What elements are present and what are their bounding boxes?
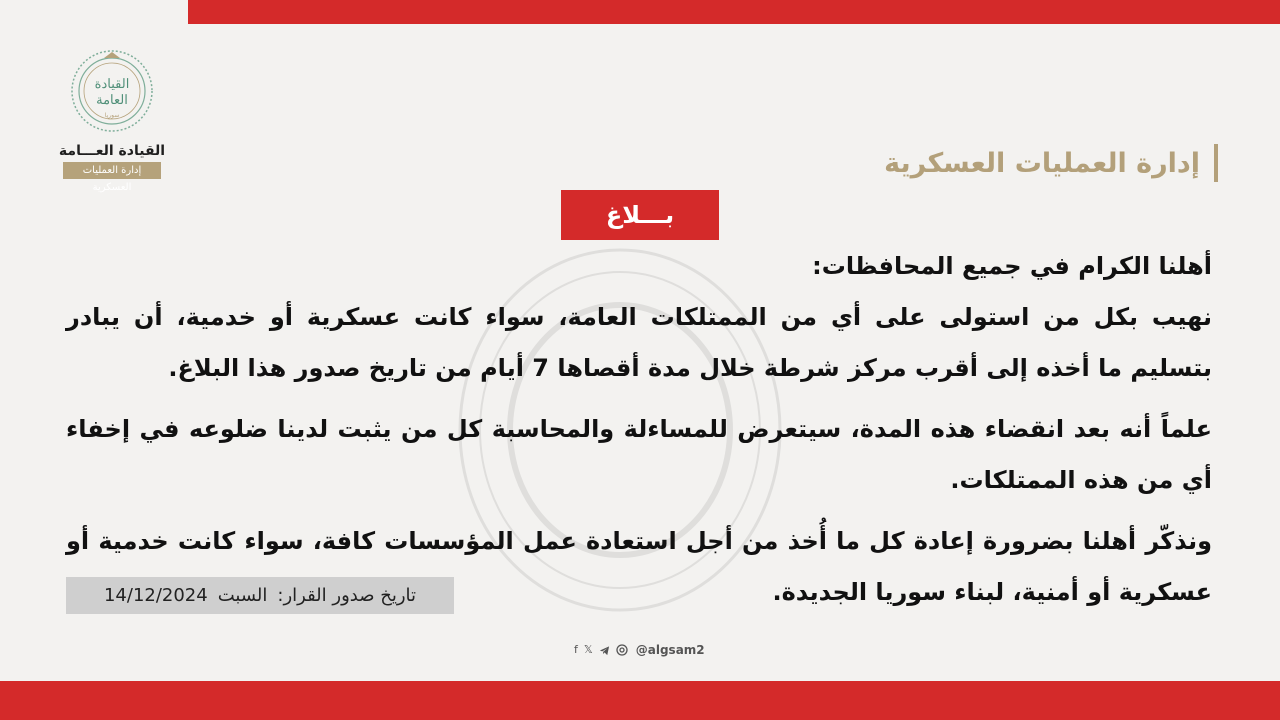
- decision-date-box: [66, 577, 454, 614]
- department-title: [884, 143, 1218, 183]
- decision-date-label: تاريخ صدور القرار:: [277, 585, 417, 606]
- department-title-text: إدارة العمليات العسكرية: [884, 147, 1200, 179]
- facebook-icon[interactable]: f: [574, 643, 578, 656]
- bottom-accent-bar: [0, 681, 1280, 720]
- org-name: القيادة العـــامة: [58, 143, 166, 159]
- salutation: أهلنا الكرام في جميع المحافظات:: [812, 252, 1212, 280]
- x-icon[interactable]: 𝕏: [583, 643, 593, 656]
- logo-block: [52, 48, 172, 193]
- seal-text-1: القيادة: [94, 77, 130, 92]
- telegram-icon[interactable]: [599, 645, 610, 656]
- at-icon: [616, 644, 628, 656]
- paragraph-1: نهيب بكل من استولى على أي من الممتلكات العامة، سواء كانت عسكرية أو خدمية، أن يبادر بتسليم ما أخذه إلى أقرب مركز شرطة خلال مدة أقصاها 7 أيام من تاريخ صدور هذا البلاغ.: [66, 303, 1212, 382]
- top-accent-bar: [188, 0, 1280, 24]
- social-handle[interactable]: @algsam2: [635, 643, 705, 657]
- decision-date-day: السبت: [217, 585, 268, 606]
- seal-country: سوريا: [104, 112, 120, 119]
- notice-badge: بـــلاغ: [561, 190, 719, 240]
- statement-body: [66, 241, 1212, 628]
- emblem-seal-icon: [69, 48, 155, 134]
- org-subtitle: إدارة العمليات العسكرية: [63, 162, 161, 179]
- paragraph-3: ونذكّر أهلنا بضرورة إعادة كل ما أُخذ من أجل استعادة عمل المؤسسات كافة، سواء كانت خدمية أو عسكرية أو أمنية، لبناء سوريا الجديدة.: [66, 527, 1212, 606]
- paragraph-2: علماً أنه بعد انقضاء هذه المدة، سيتعرض للمساءلة والمحاسبة كل من يثبت لدينا ضلوعه في إخفاء أي من هذه الممتلكات.: [66, 415, 1212, 494]
- decision-date-value: 14/12/2024: [103, 585, 208, 606]
- social-links: [574, 641, 705, 659]
- title-divider: [1214, 144, 1218, 182]
- seal-text-2: العامة: [96, 93, 128, 108]
